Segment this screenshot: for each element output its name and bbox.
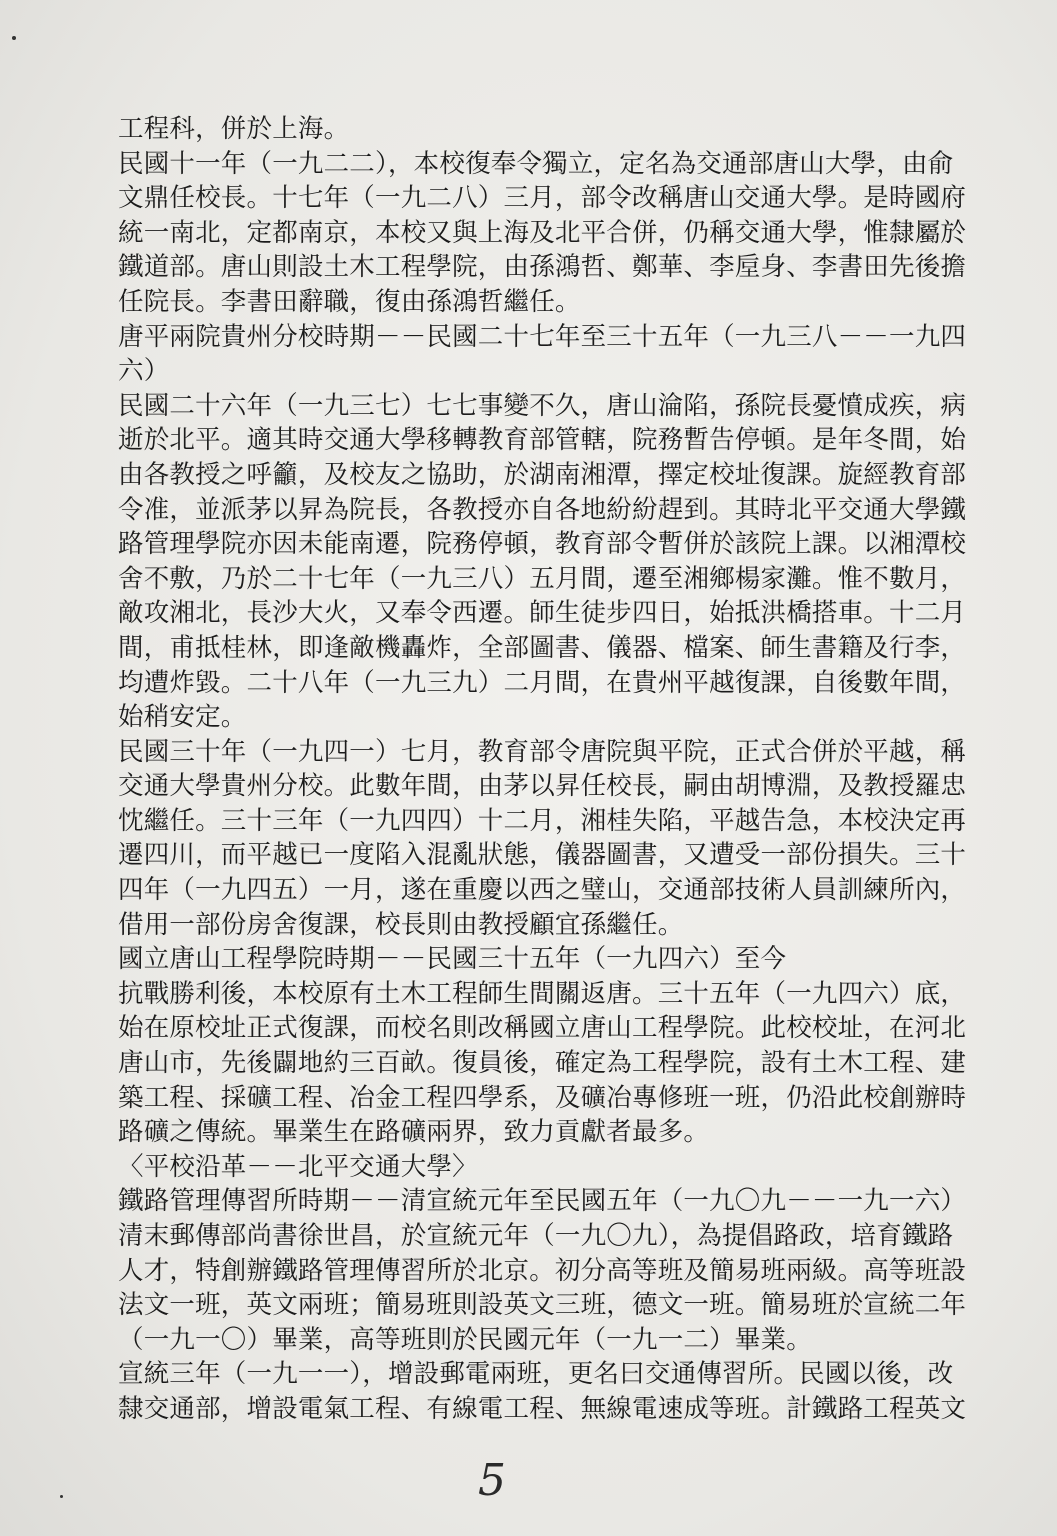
scan-speck	[60, 1495, 63, 1498]
text-line: 築工程、採礦工程、冶金工程四學系，及礦冶專修班一班，仍沿此校創辦時	[118, 1082, 967, 1113]
text-line: 均遭炸毀。二十八年（一九三九）二月間，在貴州平越復課，自後數年間，	[118, 667, 967, 698]
text-line: 文鼎任校長。十七年（一九二八）三月，部令改稱唐山交通大學。是時國府	[118, 183, 967, 214]
text-line: 清末郵傳部尚書徐世昌，於宣統元年（一九〇九），為提倡路政，培育鐵路	[118, 1221, 954, 1251]
text-line: 宣統三年（一九一一），增設郵電兩班，更名曰交通傳習所。民國以後，改	[118, 1359, 954, 1390]
text-line: 民國二十六年（一九三七）七七事變不久，唐山淪陷，孫院長憂憤成疾，病	[118, 390, 967, 421]
text-line: 唐山市，先後闢地約三百畝。復員後，確定為工程學院，設有土木工程、建	[118, 1048, 967, 1079]
text-line: 六）	[118, 356, 170, 387]
text-line: 民國十一年（一九二二），本校復奉令獨立，定名為交通部唐山大學，由俞	[118, 148, 954, 179]
text-line: 任院長。李書田辭職，復由孫鴻哲繼任。	[118, 286, 581, 317]
text-line: 交通大學貴州分校。此數年間，由茅以昇任校長，嗣由胡博淵，及教授羅忠	[118, 771, 967, 802]
body-text	[118, 112, 988, 1427]
text-line: 路管理學院亦因未能南遷，院務停頓，教育部令暫併於該院上課。以湘潭校	[118, 529, 967, 560]
text-line: 始在原校址正式復課，而校名則改稱國立唐山工程學院。此校校址，在河北	[118, 1013, 967, 1044]
text-line: 鐵路管理傳習所時期－－清宣統元年至民國五年（一九〇九－－一九一六）	[118, 1186, 967, 1217]
text-line: 統一南北，定都南京，本校又與上海及北平合併，仍稱交通大學，惟隸屬於	[118, 217, 967, 248]
text-line: 唐平兩院貴州分校時期－－民國二十七年至三十五年（一九三八－－一九四	[118, 321, 967, 352]
text-line: （一九一〇）畢業，高等班則於民國元年（一九一二）畢業。	[118, 1324, 812, 1355]
text-line: 國立唐山工程學院時期－－民國三十五年（一九四六）至今	[118, 944, 787, 975]
text-line: 間，甫抵桂林，即逢敵機轟炸，全部圖書、儀器、檔案、師生書籍及行李，	[118, 632, 967, 663]
text-line: 舍不敷，乃於二十七年（一九三八）五月間，遷至湘鄉楊家灘。惟不數月，	[118, 563, 967, 594]
text-line: 鐵道部。唐山則設土木工程學院，由孫鴻哲、鄭華、李垕身、李書田先後擔	[118, 252, 967, 283]
text-line: 令准，並派茅以昇為院長，各教授亦自各地紛紛趕到。其時北平交通大學鐵	[118, 494, 967, 525]
text-line: 敵攻湘北，長沙大火，又奉令西遷。師生徒步四日，始抵洪橋搭車。十二月	[118, 598, 967, 629]
page-number: 5	[478, 1455, 506, 1506]
text-line: 借用一部份房舍復課，校長則由教授顧宜孫繼任。	[118, 909, 684, 940]
text-line: 法文一班，英文兩班；簡易班則設英文三班，德文一班。簡易班於宣統二年	[118, 1290, 967, 1321]
text-line: 民國三十年（一九四一）七月，教育部令唐院與平院，正式合併於平越，稱	[118, 736, 967, 767]
text-line: 遷四川，而平越已一度陷入混亂狀態，儀器圖書，又遭受一部份損失。三十	[118, 840, 967, 871]
text-line: 人才，特創辦鐵路管理傳習所於北京。初分高等班及簡易班兩級。高等班設	[118, 1255, 967, 1286]
text-line: 由各教授之呼籲，及校友之協助，於湖南湘潭，擇定校址復課。旋經教育部	[118, 459, 967, 490]
text-line: 逝於北平。適其時交通大學移轉教育部管轄，院務暫告停頓。是年冬間，始	[118, 425, 967, 456]
text-line: 四年（一九四五）一月，遂在重慶以西之璧山，交通部技術人員訓練所內，	[118, 875, 967, 906]
text-line: 抗戰勝利後，本校原有土木工程師生間關返唐。三十五年（一九四六）底，	[118, 978, 967, 1009]
text-line: 隸交通部，增設電氣工程、有線電工程、無線電速成等班。計鐵路工程英文	[118, 1393, 967, 1424]
text-line: 始稍安定。	[118, 702, 247, 733]
text-line: 路礦之傳統。畢業生在路礦兩界，致力貢獻者最多。	[118, 1117, 710, 1148]
text-line: 工程科，併於上海。	[118, 114, 350, 144]
text-line: 〈平校沿革－－北平交通大學〉	[118, 1151, 478, 1182]
text-line: 忱繼任。三十三年（一九四四）十二月，湘桂失陷，平越告急，本校決定再	[118, 805, 967, 836]
scan-speck	[12, 36, 16, 40]
